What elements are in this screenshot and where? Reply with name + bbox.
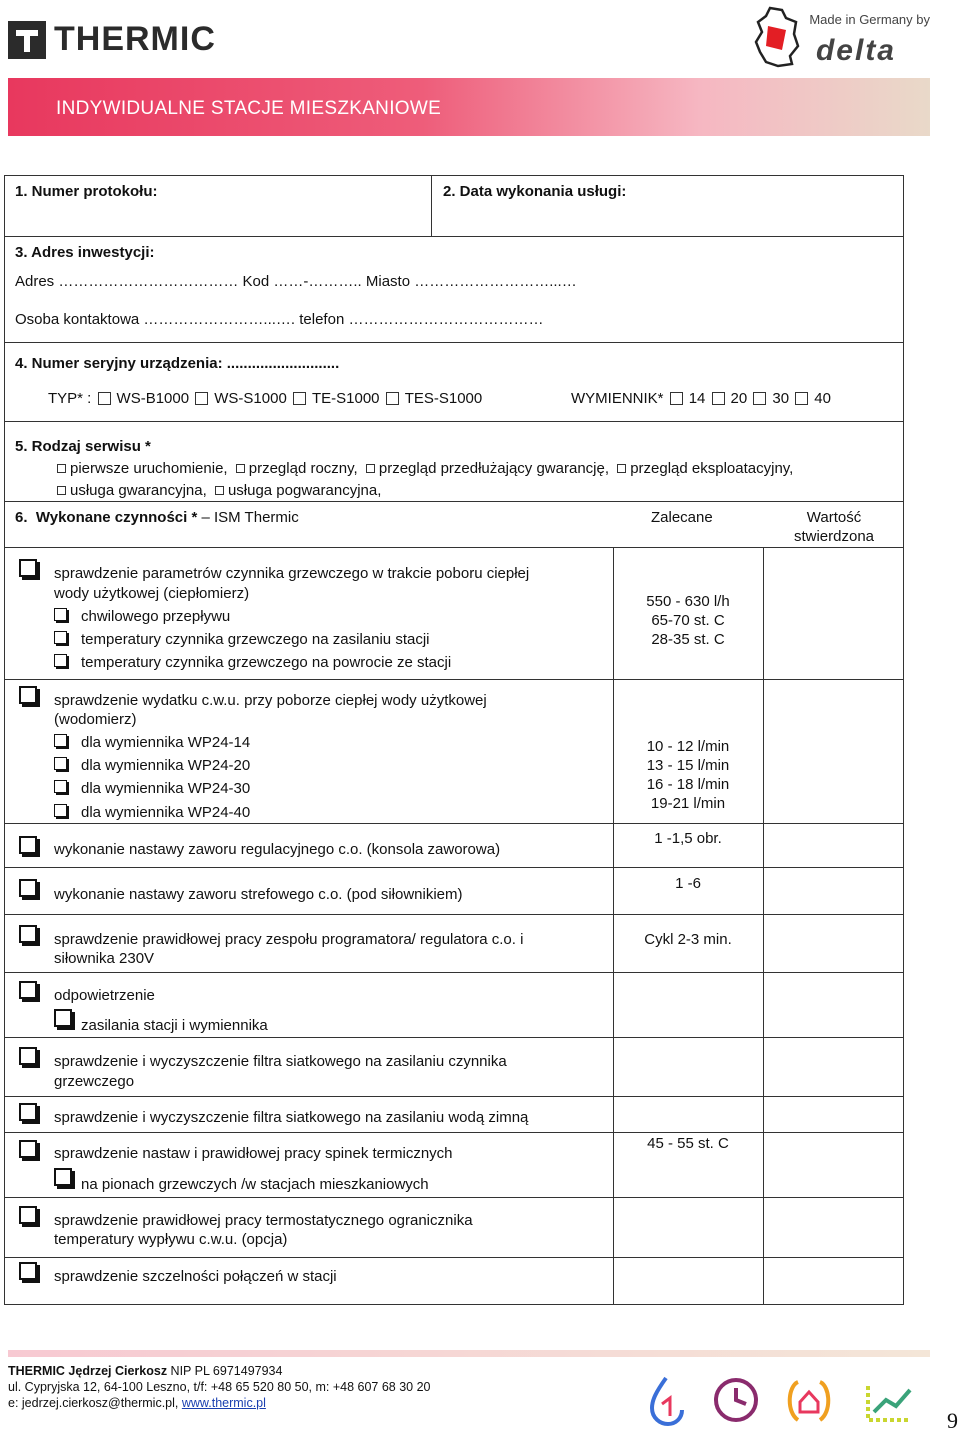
row-divider	[5, 1132, 903, 1133]
row-divider	[5, 867, 903, 868]
service-type-checkbox[interactable]	[215, 486, 224, 495]
subtask-text: na pionach grzewczych /w stacjach mieszkaniowych	[81, 1176, 429, 1193]
exchanger-checkbox[interactable]	[712, 392, 725, 405]
made-in-germany-text: Made in Germany by	[809, 12, 930, 27]
subtask-checkbox[interactable]	[54, 631, 67, 644]
type-option: WS-S1000	[214, 390, 287, 407]
service-protocol-table	[4, 175, 904, 1305]
type-checkbox[interactable]	[195, 392, 208, 405]
recommended-value: 65-70 st. C	[651, 612, 725, 629]
col-divider	[763, 547, 764, 1304]
water-drop-icon	[652, 1378, 682, 1424]
exchanger-selector	[571, 389, 831, 408]
task-checkbox[interactable]	[19, 925, 37, 943]
subtask-checkbox[interactable]	[54, 757, 67, 770]
clock-icon	[716, 1380, 756, 1420]
growth-chart-icon	[868, 1386, 910, 1420]
footer-nip: NIP PL 6971497934	[167, 1364, 283, 1378]
col-divider	[613, 547, 614, 1304]
service-type-checkbox[interactable]	[57, 486, 66, 495]
service-type-option: przegląd przedłużający gwarancję,	[378, 460, 610, 477]
serial-number-label: 4. Numer seryjny urządzenia: ...........................	[15, 355, 340, 372]
exchanger-option: 14	[688, 390, 706, 407]
footer-address: ul. Cypryjska 12, 64-100 Leszno, t/f: +48 65 520 80 50, m: +48 607 68 30 20	[8, 1380, 431, 1394]
recommended-value: 1 -1,5 obr.	[654, 830, 722, 847]
subtask-checkbox[interactable]	[54, 804, 67, 817]
service-type-label: 5. Rodzaj serwisu *	[15, 438, 151, 455]
subtask-checkbox[interactable]	[54, 608, 67, 621]
task-text: sprawdzenie prawidłowej pracy termostatycznego ogranicznika	[54, 1212, 473, 1229]
thermic-logo-icon	[8, 21, 46, 59]
row-divider	[5, 1037, 903, 1038]
investment-address-label: 3. Adres inwestycji:	[15, 244, 155, 261]
subtask-checkbox[interactable]	[54, 780, 67, 793]
task-checkbox[interactable]	[19, 1140, 37, 1158]
task-checkbox[interactable]	[19, 1047, 37, 1065]
row-divider	[5, 1096, 903, 1097]
task-text: siłownika 230V	[54, 950, 155, 967]
row-divider	[5, 1257, 903, 1258]
service-type-checkbox[interactable]	[236, 464, 245, 473]
task-checkbox[interactable]	[19, 879, 37, 897]
row-divider	[5, 823, 903, 824]
recommended-value: 19-21 l/min	[650, 795, 726, 812]
subtask-text: zasilania stacji i wymiennika	[81, 1017, 268, 1034]
subtask-checkbox[interactable]	[54, 654, 67, 667]
recommended-value: 16 - 18 l/min	[646, 776, 730, 793]
type-label: TYP* :	[48, 390, 92, 407]
recommended-value: 28-35 st. C	[651, 631, 725, 648]
footer-company: THERMIC Jędrzej Cierkosz	[8, 1364, 168, 1378]
task-text: sprawdzenie i wyczyszczenie filtra siatkowego na zasilaniu wodą zimną	[54, 1109, 529, 1126]
row-divider	[5, 236, 903, 237]
protocol-number-label: 1. Numer protokołu:	[15, 183, 158, 200]
service-type-checkbox[interactable]	[366, 464, 375, 473]
task-text: sprawdzenie nastaw i prawidłowej pracy spinek termicznych	[54, 1145, 453, 1162]
type-checkbox[interactable]	[98, 392, 111, 405]
type-selector	[48, 389, 482, 408]
brand-name: THERMIC	[54, 20, 216, 58]
task-checkbox[interactable]	[19, 981, 37, 999]
task-checkbox[interactable]	[19, 1262, 37, 1280]
task-text: sprawdzenie i wyczyszczenie filtra siatkowego na zasilaniu czynnika	[54, 1053, 507, 1070]
task-text: wody użytkowej (ciepłomierz)	[54, 585, 250, 602]
row-divider	[5, 1197, 903, 1198]
footer-icons	[640, 1372, 920, 1428]
exchanger-checkbox[interactable]	[670, 392, 683, 405]
service-type-option: usługa pogwarancyjna,	[227, 482, 382, 499]
service-type-checkbox[interactable]	[57, 464, 66, 473]
footer-email: e: jedrzej.cierkosz@thermic.pl,	[8, 1396, 182, 1410]
service-type-option: przegląd eksploatacyjny,	[630, 460, 794, 477]
type-checkbox[interactable]	[293, 392, 306, 405]
subtask-checkbox[interactable]	[54, 734, 67, 747]
task-checkbox[interactable]	[19, 686, 37, 704]
tasks-header	[15, 508, 299, 527]
subtask-checkbox[interactable]	[54, 1168, 72, 1186]
banner-title: INDYWIDUALNE STACJE MIESZKANIOWE	[56, 98, 442, 119]
service-type-option: pierwsze uruchomienie,	[70, 460, 228, 477]
row-divider	[5, 547, 903, 548]
task-text: grzewczego	[54, 1073, 135, 1090]
home-icon	[790, 1382, 829, 1420]
footer-contact	[8, 1363, 431, 1411]
address-line: Adres ……………………………… Kod ……-……….. Miasto ………………………...…	[15, 273, 577, 290]
found-value-header-line2: stwierdzona	[793, 528, 875, 545]
footer-website-link[interactable]: www.thermic.pl	[181, 1396, 266, 1410]
subtask-text: chwilowego przepływu	[81, 608, 231, 625]
task-checkbox[interactable]	[19, 836, 37, 854]
row-divider	[5, 342, 903, 343]
tasks-title-suffix: – ISM Thermic	[201, 509, 299, 526]
task-text: (wodomierz)	[54, 711, 137, 728]
exchanger-checkbox[interactable]	[753, 392, 766, 405]
recommended-value: 1 -6	[675, 875, 701, 892]
subtask-checkbox[interactable]	[54, 1009, 72, 1027]
task-text: sprawdzenie szczelności połączeń w stacji	[54, 1268, 337, 1285]
section-banner	[8, 78, 930, 136]
task-checkbox[interactable]	[19, 559, 37, 577]
page-number: 9	[947, 1408, 958, 1433]
recommended-value: 550 - 630 l/h	[646, 593, 730, 610]
service-types-row	[53, 459, 793, 478]
recommended-value: Cykl 2-3 min.	[644, 931, 732, 948]
subtask-text: dla wymiennika WP24-40	[81, 804, 251, 821]
found-value-header	[775, 508, 893, 546]
footer-divider	[8, 1350, 930, 1357]
task-text: sprawdzenie parametrów czynnika grzewczego w trakcie poboru ciepłej	[54, 565, 530, 582]
subtask-text: dla wymiennika WP24-14	[81, 734, 251, 751]
recommended-value: 13 - 15 l/min	[646, 757, 730, 774]
service-date-label: 2. Data wykonania usługi:	[443, 183, 627, 200]
task-text: wykonanie nastawy zaworu strefowego c.o. (pod siłownikiem)	[54, 886, 463, 903]
subtask-text: temperatury czynnika grzewczego na powrocie ze stacji	[81, 654, 452, 671]
exchanger-label: WYMIENNIK*	[571, 390, 664, 407]
contact-line: Osoba kontaktowa ……………………...…. telefon …………………………………	[15, 311, 544, 328]
tasks-title: Wykonane czynności *	[35, 509, 198, 526]
task-checkbox[interactable]	[19, 1206, 37, 1224]
task-text: odpowietrzenie	[54, 987, 155, 1004]
recommended-value: 45 - 55 st. C	[647, 1135, 729, 1152]
service-type-option: usługa gwarancyjna,	[70, 482, 207, 499]
recommended-value: 10 - 12 l/min	[646, 738, 730, 755]
col-divider	[431, 176, 432, 236]
type-option: WS-B1000	[116, 390, 190, 407]
exchanger-checkbox[interactable]	[795, 392, 808, 405]
recommended-header: Zalecane	[651, 509, 713, 526]
service-type-checkbox[interactable]	[617, 464, 626, 473]
type-checkbox[interactable]	[386, 392, 399, 405]
subtask-text: temperatury czynnika grzewczego na zasilaniu stacji	[81, 631, 430, 648]
row-divider	[5, 914, 903, 915]
service-types-row	[53, 481, 381, 500]
row-divider	[5, 421, 903, 422]
type-option: TES-S1000	[404, 390, 483, 407]
exchanger-option: 40	[814, 390, 831, 407]
subtask-text: dla wymiennika WP24-20	[81, 757, 251, 774]
delta-logo: delta	[815, 34, 896, 67]
thermic-logo	[8, 20, 216, 59]
subtask-text: dla wymiennika WP24-30	[81, 780, 251, 797]
row-divider	[5, 679, 903, 680]
tasks-number: 6.	[15, 509, 28, 526]
exchanger-option: 20	[730, 390, 748, 407]
germany-map-icon	[752, 6, 802, 68]
task-checkbox[interactable]	[19, 1103, 37, 1121]
task-text: wykonanie nastawy zaworu regulacyjnego c.o. (konsola zaworowa)	[54, 841, 501, 858]
found-value-header-line1: Wartość	[806, 509, 862, 526]
task-text: temperatury wypływu c.w.u. (opcja)	[54, 1231, 288, 1248]
exchanger-option: 30	[772, 390, 790, 407]
task-text: sprawdzenie prawidłowej pracy zespołu programatora/ regulatora c.o. i	[54, 931, 524, 948]
service-type-option: przegląd roczny,	[248, 460, 358, 477]
row-divider	[5, 972, 903, 973]
task-text: sprawdzenie wydatku c.w.u. przy poborze ciepłej wody użytkowej	[54, 692, 487, 709]
row-divider	[5, 501, 903, 502]
type-option: TE-S1000	[311, 390, 380, 407]
